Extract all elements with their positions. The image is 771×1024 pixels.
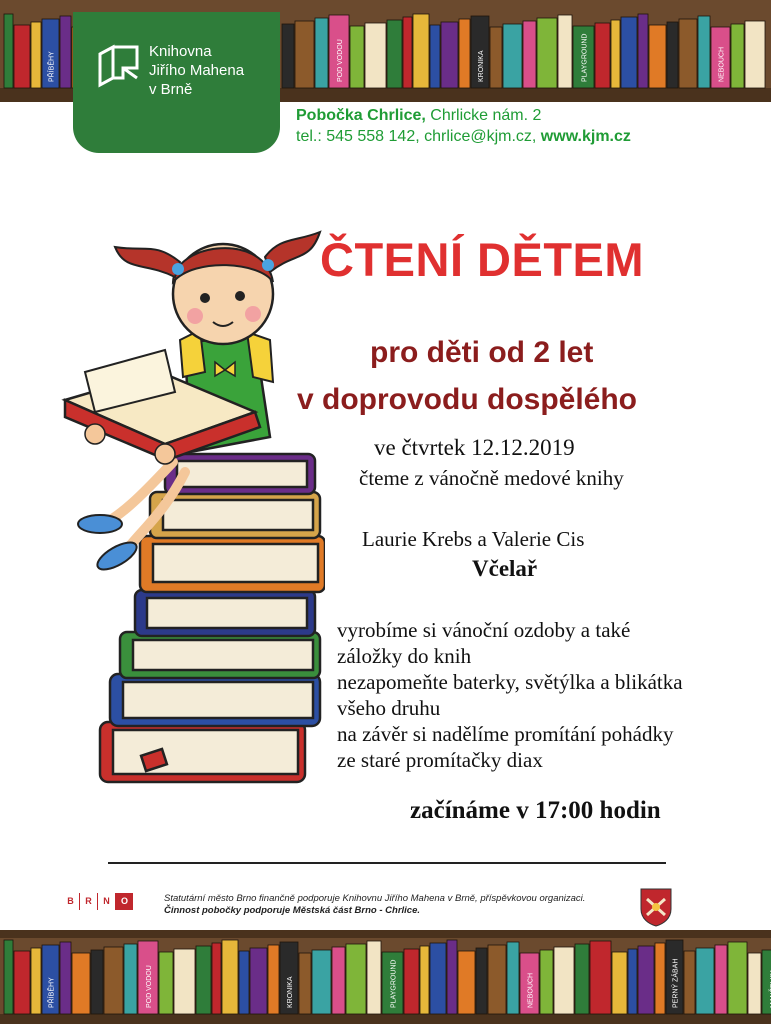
book-spine xyxy=(611,20,620,88)
book-spine xyxy=(239,951,249,1014)
bottom-bookshelf-banner xyxy=(0,930,771,1024)
book-spine xyxy=(365,23,386,88)
book-spine xyxy=(60,16,71,88)
sponsor-line: Statutární město Brno finančně podporuje Knihovnu Jiřího Mahena v Brně, příspěvkovou organizaci. xyxy=(164,893,586,904)
support-line: Činnost pobočky podporuje Městská část Brno - Chrlice. xyxy=(164,905,421,916)
book-spine xyxy=(72,953,90,1014)
branch-name: Pobočka Chrlice, xyxy=(296,107,426,124)
book-spine xyxy=(403,17,412,88)
book-spine xyxy=(196,946,211,1014)
book-spine xyxy=(523,21,536,88)
girl-reading-illustration xyxy=(55,222,325,812)
book-spine xyxy=(212,943,221,1014)
book-spine xyxy=(31,948,41,1014)
library-logo-icon xyxy=(97,44,141,88)
book-spine xyxy=(312,950,331,1014)
book-spine xyxy=(748,953,761,1014)
bookshelf-illustration xyxy=(0,930,771,1024)
book-spine-label: PERNÝ ZÁBAH xyxy=(672,958,680,1008)
activity-line: záložky do knih xyxy=(337,644,472,668)
book-spine-label: KRONIKA xyxy=(478,50,485,82)
book-spine-label: NEBOUCH xyxy=(718,46,726,82)
chrlice-crest-icon xyxy=(639,887,673,927)
divider xyxy=(108,862,666,864)
book-spine xyxy=(14,951,30,1014)
book-spine-label: PŘÍBĚHY xyxy=(48,977,56,1008)
book-spine xyxy=(612,952,627,1014)
book-spine xyxy=(332,947,345,1014)
brno-logo xyxy=(62,893,133,910)
brno-letter: O xyxy=(115,893,133,910)
activities-list xyxy=(337,617,683,773)
activity-line: na závěr si nadělíme promítání pohádky xyxy=(337,722,674,746)
book-spine xyxy=(638,14,648,88)
book-spine xyxy=(31,22,41,88)
book-spine xyxy=(346,944,366,1014)
book-spine xyxy=(404,949,419,1014)
brno-letter: R xyxy=(79,893,97,910)
book-spine xyxy=(441,22,458,88)
book-spine xyxy=(476,948,487,1014)
book-spine-label: KRONIKA xyxy=(287,976,294,1008)
event-title: ČTENÍ DĚTEM xyxy=(320,233,645,286)
book-spine xyxy=(745,21,765,88)
book-spine xyxy=(430,943,446,1014)
book-spine xyxy=(295,21,314,88)
book-spine xyxy=(590,941,611,1014)
start-time: začínáme v 17:00 hodin xyxy=(410,797,661,824)
brno-letter: N xyxy=(97,893,115,910)
book-spine-label: PLAYGROUND xyxy=(390,959,398,1008)
book-spine xyxy=(696,948,714,1014)
book-spine xyxy=(684,951,695,1014)
book-spine xyxy=(60,942,71,1014)
book-spine xyxy=(628,949,637,1014)
activity-line: nezapomeňte baterky, světýlka a blikátka xyxy=(337,670,683,694)
event-date: ve čtvrtek 12.12.2019 xyxy=(374,435,575,460)
book-spine xyxy=(728,942,747,1014)
book-spine xyxy=(715,945,727,1014)
book-spine xyxy=(537,18,557,88)
library-logo xyxy=(73,12,280,153)
book-spine xyxy=(490,27,502,88)
book-spine xyxy=(679,19,697,88)
book-spine-label: NEBOUCH xyxy=(527,972,535,1008)
audience-age: pro děti od 2 let xyxy=(370,336,594,369)
book-spine xyxy=(458,951,475,1014)
book-authors: Laurie Krebs a Valerie Cis xyxy=(362,527,585,551)
book-spine-label: POD VODOU xyxy=(146,965,153,1008)
branch-info xyxy=(296,105,631,147)
book-spine xyxy=(350,26,364,88)
book-spine xyxy=(731,24,744,88)
branch-contact: tel.: 545 558 142, chrlice@kjm.cz, xyxy=(296,128,541,145)
book-spine-label: POD VODOU xyxy=(337,39,344,82)
book-spine xyxy=(503,24,522,88)
activity-line: ze staré promítačky diax xyxy=(337,748,543,772)
book-spine xyxy=(638,946,654,1014)
book-spine xyxy=(91,950,103,1014)
book-spine xyxy=(621,17,637,88)
activity-line: vyrobíme si vánoční ozdoby a také xyxy=(337,618,631,642)
book-spine xyxy=(174,949,195,1014)
book-spine xyxy=(268,945,279,1014)
book-spine xyxy=(667,22,678,88)
book-spine-label: PŘÍBĚHY xyxy=(48,51,56,82)
book-spine xyxy=(4,940,13,1014)
book-spine xyxy=(299,953,311,1014)
sponsor-note xyxy=(164,893,585,917)
book-spine xyxy=(558,15,572,88)
book-spine xyxy=(554,947,574,1014)
book-spine xyxy=(488,945,506,1014)
book-title: Včelař xyxy=(472,556,538,581)
website-link[interactable]: www.kjm.cz xyxy=(540,128,631,145)
branch-address: Chrlicke nám. 2 xyxy=(425,107,542,124)
book-spine xyxy=(104,947,123,1014)
book-spine xyxy=(698,16,710,88)
library-name: Knihovna Jiřího Mahena v Brně xyxy=(149,43,245,98)
book-spine xyxy=(222,940,238,1014)
reading-description: čteme z vánočně medové knihy xyxy=(359,466,624,490)
book-spine xyxy=(4,14,13,88)
book-spine xyxy=(159,952,173,1014)
book-spine xyxy=(447,940,457,1014)
book-spine xyxy=(507,942,519,1014)
book-spine xyxy=(14,25,30,88)
audience-accompaniment: v doprovodu dospělého xyxy=(297,383,638,416)
book-spine xyxy=(649,25,666,88)
book-spine xyxy=(250,948,267,1014)
book-spine xyxy=(540,950,553,1014)
book-spine xyxy=(367,941,381,1014)
book-spine xyxy=(575,944,589,1014)
book-spine xyxy=(387,20,402,88)
book-spine xyxy=(282,24,294,88)
brno-letter: B xyxy=(67,896,74,906)
book-spine xyxy=(420,946,429,1014)
book-spine xyxy=(124,944,137,1014)
activity-line: všeho druhu xyxy=(337,696,441,720)
book-spine-label: PLAYGROUND xyxy=(581,33,589,82)
book-spine xyxy=(430,25,440,88)
book-spine xyxy=(315,18,328,88)
book-spine xyxy=(595,23,610,88)
book-spine xyxy=(413,14,429,88)
book-spine xyxy=(655,943,665,1014)
book-spine xyxy=(459,19,470,88)
